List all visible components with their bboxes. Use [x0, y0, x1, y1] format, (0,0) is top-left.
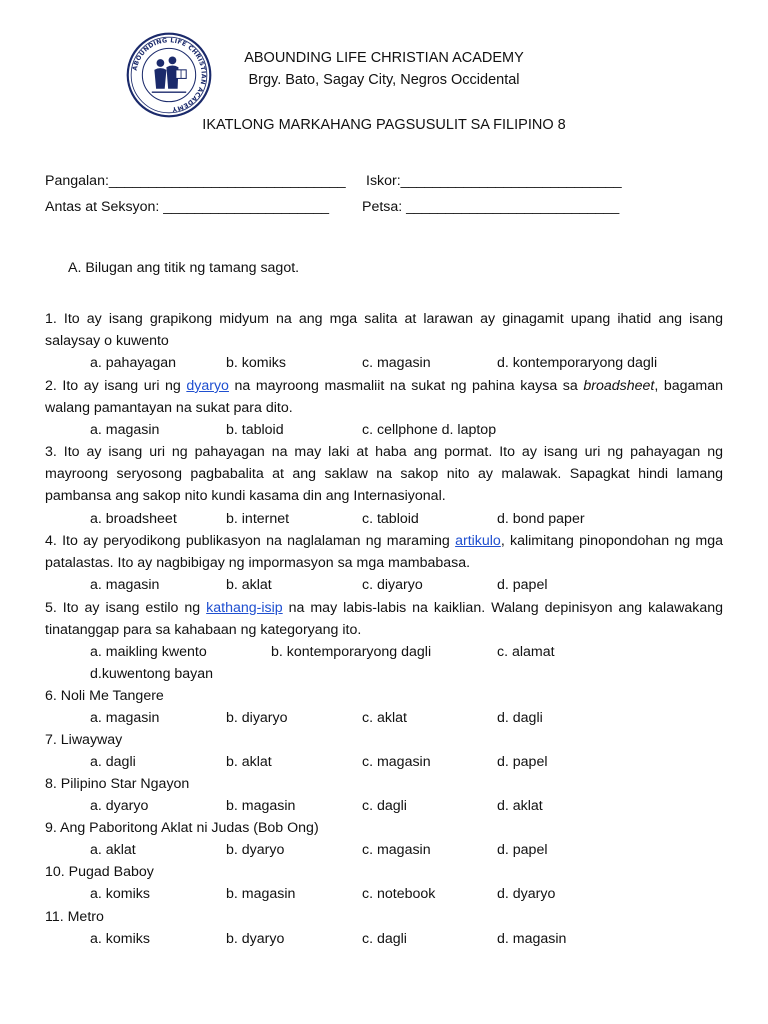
- option-b: b. aklat: [226, 577, 272, 593]
- question-6: 6. Noli Me Tangere: [45, 688, 164, 704]
- option-d: d.kuwentong bayan: [90, 666, 214, 682]
- option-d: d. aklat: [497, 798, 543, 814]
- options-3: [0, 508, 768, 530]
- name-field: Pangalan:______________________________: [45, 173, 346, 189]
- options-5: [0, 641, 768, 663]
- question-10: 10. Pugad Baboy: [45, 864, 154, 880]
- options-5-wrap: [0, 663, 768, 685]
- option-a: a. pahayagan: [90, 355, 176, 371]
- option-c: c. magasin: [362, 842, 431, 858]
- options-7: [0, 751, 768, 773]
- svg-text:ABOUNDING LIFE CHRISTIAN ACADE: ABOUNDING LIFE CHRISTIAN ACADEMY: [131, 37, 207, 113]
- option-d: d. magasin: [497, 931, 567, 947]
- school-name: ABOUNDING LIFE CHRISTIAN ACADEMY: [244, 50, 524, 66]
- option-d: d. bond paper: [497, 511, 585, 527]
- instruction: A. Bilugan ang titik ng tamang sagot.: [68, 260, 300, 276]
- option-b: b. komiks: [226, 355, 286, 371]
- option-a: a. magasin: [90, 710, 160, 726]
- option-a: a. maikling kwento: [90, 644, 207, 660]
- option-b: b. internet: [226, 511, 290, 527]
- options-11: [0, 928, 768, 950]
- options-1: [0, 352, 768, 374]
- option-b: b. tabloid: [226, 422, 284, 438]
- option-c: c. magasin: [362, 355, 431, 371]
- option-c: c. tabloid: [362, 511, 419, 527]
- option-b: b. diyaryo: [226, 710, 288, 726]
- options-10: [0, 883, 768, 905]
- question-7: 7. Liwayway: [45, 732, 123, 748]
- option-d: d. kontemporaryong dagli: [497, 355, 658, 371]
- date-field: Petsa: ___________________________: [362, 199, 620, 215]
- school-address: Brgy. Bato, Sagay City, Negros Occidental: [248, 72, 520, 88]
- option-d: d. dyaryo: [497, 886, 556, 902]
- option-a: a. komiks: [90, 931, 150, 947]
- option-c: c. aklat: [362, 710, 407, 726]
- option-c: c. cellphone d. laptop: [362, 422, 497, 438]
- question-2: 2. Ito ay isang uri ng dyaryo na mayroong masmaliit na sukat ng pahina kaysa sa broadsheet, bagaman walang pamantayan na sukat para dito.: [45, 378, 723, 416]
- question-9: 9. Ang Paboritong Aklat ni Judas (Bob Ong): [45, 820, 319, 836]
- question-11: 11. Metro: [45, 909, 104, 925]
- option-a: a. dagli: [90, 754, 136, 770]
- link-kathang-isip[interactable]: kathang-isip: [206, 600, 283, 616]
- option-b: b. aklat: [226, 754, 272, 770]
- option-b: b. dyaryo: [226, 842, 285, 858]
- options-2: [0, 419, 768, 441]
- options-4: [0, 574, 768, 596]
- option-c: c. diyaryo: [362, 577, 423, 593]
- question-4: 4. Ito ay peryodikong publikasyon na naglalaman ng maraming artikulo, kalimitang pinopondohan ng mga patalastas. Ito ay nagbibigay ng impormasyon sa mga mambabasa.: [45, 533, 723, 571]
- option-a: a. magasin: [90, 577, 160, 593]
- link-artikulo[interactable]: artikulo: [455, 533, 501, 549]
- question-5: 5. Ito ay isang estilo ng kathang-isip na may labis-labis na kaiklian. Walang depinisyon ang kalawakang tinatanggap para sa kahabaan ng kategoryang ito.: [45, 600, 723, 638]
- option-c: c. dagli: [362, 931, 407, 947]
- option-d: d. papel: [497, 577, 548, 593]
- question-1: 1. Ito ay isang grapikong midyum na ang mga salita at larawan ay ginagamit upang ihatid ang isang salaysay o kuwento: [45, 311, 723, 349]
- option-d: d. papel: [497, 842, 548, 858]
- exam-title: IKATLONG MARKAHANG PAGSUSULIT SA FILIPINO 8: [202, 117, 566, 133]
- options-8: [0, 795, 768, 817]
- option-a: a. broadsheet: [90, 511, 177, 527]
- option-b: b. magasin: [226, 798, 296, 814]
- options-9: [0, 839, 768, 861]
- option-a: a. magasin: [90, 422, 160, 438]
- option-b: b. dyaryo: [226, 931, 285, 947]
- option-d: d. dagli: [497, 710, 543, 726]
- link-dyaryo[interactable]: dyaryo: [186, 378, 229, 394]
- section-field: Antas at Seksyon: _____________________: [45, 199, 329, 215]
- option-c: c. dagli: [362, 798, 407, 814]
- question-3: 3. Ito ay isang uri ng pahayagan na may laki at haba ang pormat. Ito ay isang uri ng pahayagan ng mayroong seryosong pagbabalita at ang saklaw na sakop nito ay malawak. Sapagkat hindi lamang pambansa ang sakop nito kundi kasama din ang Internasiyonal.: [45, 444, 723, 504]
- options-6: [0, 707, 768, 729]
- score-field: Iskor:____________________________: [366, 173, 622, 189]
- option-b: b. magasin: [226, 886, 296, 902]
- option-a: a. dyaryo: [90, 798, 149, 814]
- option-a: a. aklat: [90, 842, 136, 858]
- option-c: c. magasin: [362, 754, 431, 770]
- option-b: b. kontemporaryong dagli: [271, 644, 432, 660]
- question-8: 8. Pilipino Star Ngayon: [45, 776, 190, 792]
- option-c: c. notebook: [362, 886, 436, 902]
- option-c: c. alamat: [497, 644, 555, 660]
- option-a: a. komiks: [90, 886, 150, 902]
- option-d: d. papel: [497, 754, 548, 770]
